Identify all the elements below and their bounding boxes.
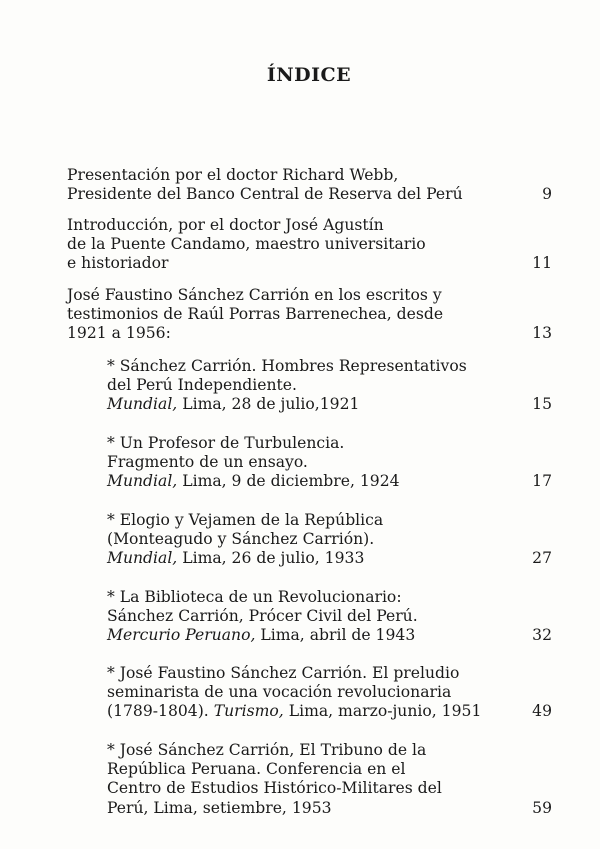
entry-line: (Monteagudo y Sánchez Carrión). — [107, 530, 375, 549]
page-number: 49 — [532, 702, 552, 721]
publication-name: Mercurio Peruano, — [107, 626, 256, 645]
entry-line: seminarista de una vocación revolucionaria — [107, 683, 452, 702]
page-number: 32 — [532, 626, 552, 645]
entry-line: * Un Profesor de Turbulencia. — [107, 434, 345, 452]
page-number: 13 — [532, 324, 552, 343]
entry-line: República Peruana. Conferencia en el — [107, 760, 406, 779]
entry-line: * Sánchez Carrión. Hombres Representativos — [107, 357, 467, 375]
entry-text: Lima, abril de 1943 — [255, 626, 416, 645]
toc-entry-escritos[interactable] — [67, 286, 552, 344]
toc-entry-introduccion[interactable] — [67, 216, 552, 274]
page-number: 11 — [532, 254, 552, 273]
entry-line: 1921 a 1956: — [67, 324, 171, 343]
entry-line: * José Faustino Sánchez Carrión. El preludio — [107, 664, 460, 682]
index-title: ÍNDICE — [266, 64, 352, 86]
entry-line: * La Biblioteca de un Revolucionario: — [107, 588, 402, 606]
entry-line: * Elogio y Vejamen de la República — [107, 511, 384, 529]
page-number: 17 — [532, 472, 552, 491]
toc-subentry[interactable] — [107, 434, 552, 492]
entry-line: del Perú Independiente. — [107, 376, 297, 395]
publication-name: Mundial, — [107, 549, 178, 568]
publication-name: Mundial, — [107, 472, 178, 491]
toc-subentry[interactable] — [107, 741, 552, 818]
entry-line: Presidente del Banco Central de Reserva del Perú — [67, 185, 463, 204]
entry-text: (1789-1804). — [107, 702, 214, 721]
toc-subentry[interactable] — [107, 357, 552, 415]
entry-line: Presentación por el doctor Richard Webb, — [67, 166, 399, 184]
entry-line: de la Puente Candamo, maestro universitario — [67, 235, 426, 254]
toc-subentry[interactable] — [107, 588, 552, 646]
entry-line — [107, 549, 552, 568]
entry-line: Introducción, por el doctor José Agustín — [67, 216, 384, 234]
toc-subentry[interactable] — [107, 511, 552, 569]
toc-entry-presentacion[interactable] — [67, 166, 552, 204]
page-number: 15 — [532, 395, 552, 414]
entry-line: José Faustino Sánchez Carrión en los escritos y — [67, 286, 442, 304]
entry-line: e historiador — [67, 254, 169, 273]
entry-line — [107, 395, 552, 414]
entry-line: Sánchez Carrión, Prócer Civil del Perú. — [107, 607, 418, 626]
entry-line: Fragmento de un ensayo. — [107, 453, 308, 472]
entry-line: Centro de Estudios Histórico-Militares del — [107, 779, 442, 798]
page-number: 9 — [542, 185, 552, 204]
entry-text: Lima, 26 de julio, 1933 — [177, 549, 365, 568]
entry-text: Lima, marzo-junio, 1951 — [283, 702, 482, 721]
entry-line: Perú, Lima, setiembre, 1953 — [107, 798, 332, 817]
entry-line — [107, 702, 552, 721]
publication-name: Mundial, — [107, 395, 178, 414]
entry-line: * José Sánchez Carrión, El Tribuno de la — [107, 741, 427, 759]
toc-subentry[interactable] — [107, 664, 552, 722]
entry-text: Lima, 28 de julio,1921 — [177, 395, 360, 414]
entry-line — [107, 472, 552, 491]
entry-line — [107, 626, 552, 645]
page-number: 59 — [532, 798, 552, 817]
publication-name: Turismo, — [213, 702, 284, 721]
page-number: 27 — [532, 549, 552, 568]
entry-line: testimonios de Raúl Porras Barrenechea, desde — [67, 305, 444, 324]
entry-text: Lima, 9 de diciembre, 1924 — [177, 472, 400, 491]
